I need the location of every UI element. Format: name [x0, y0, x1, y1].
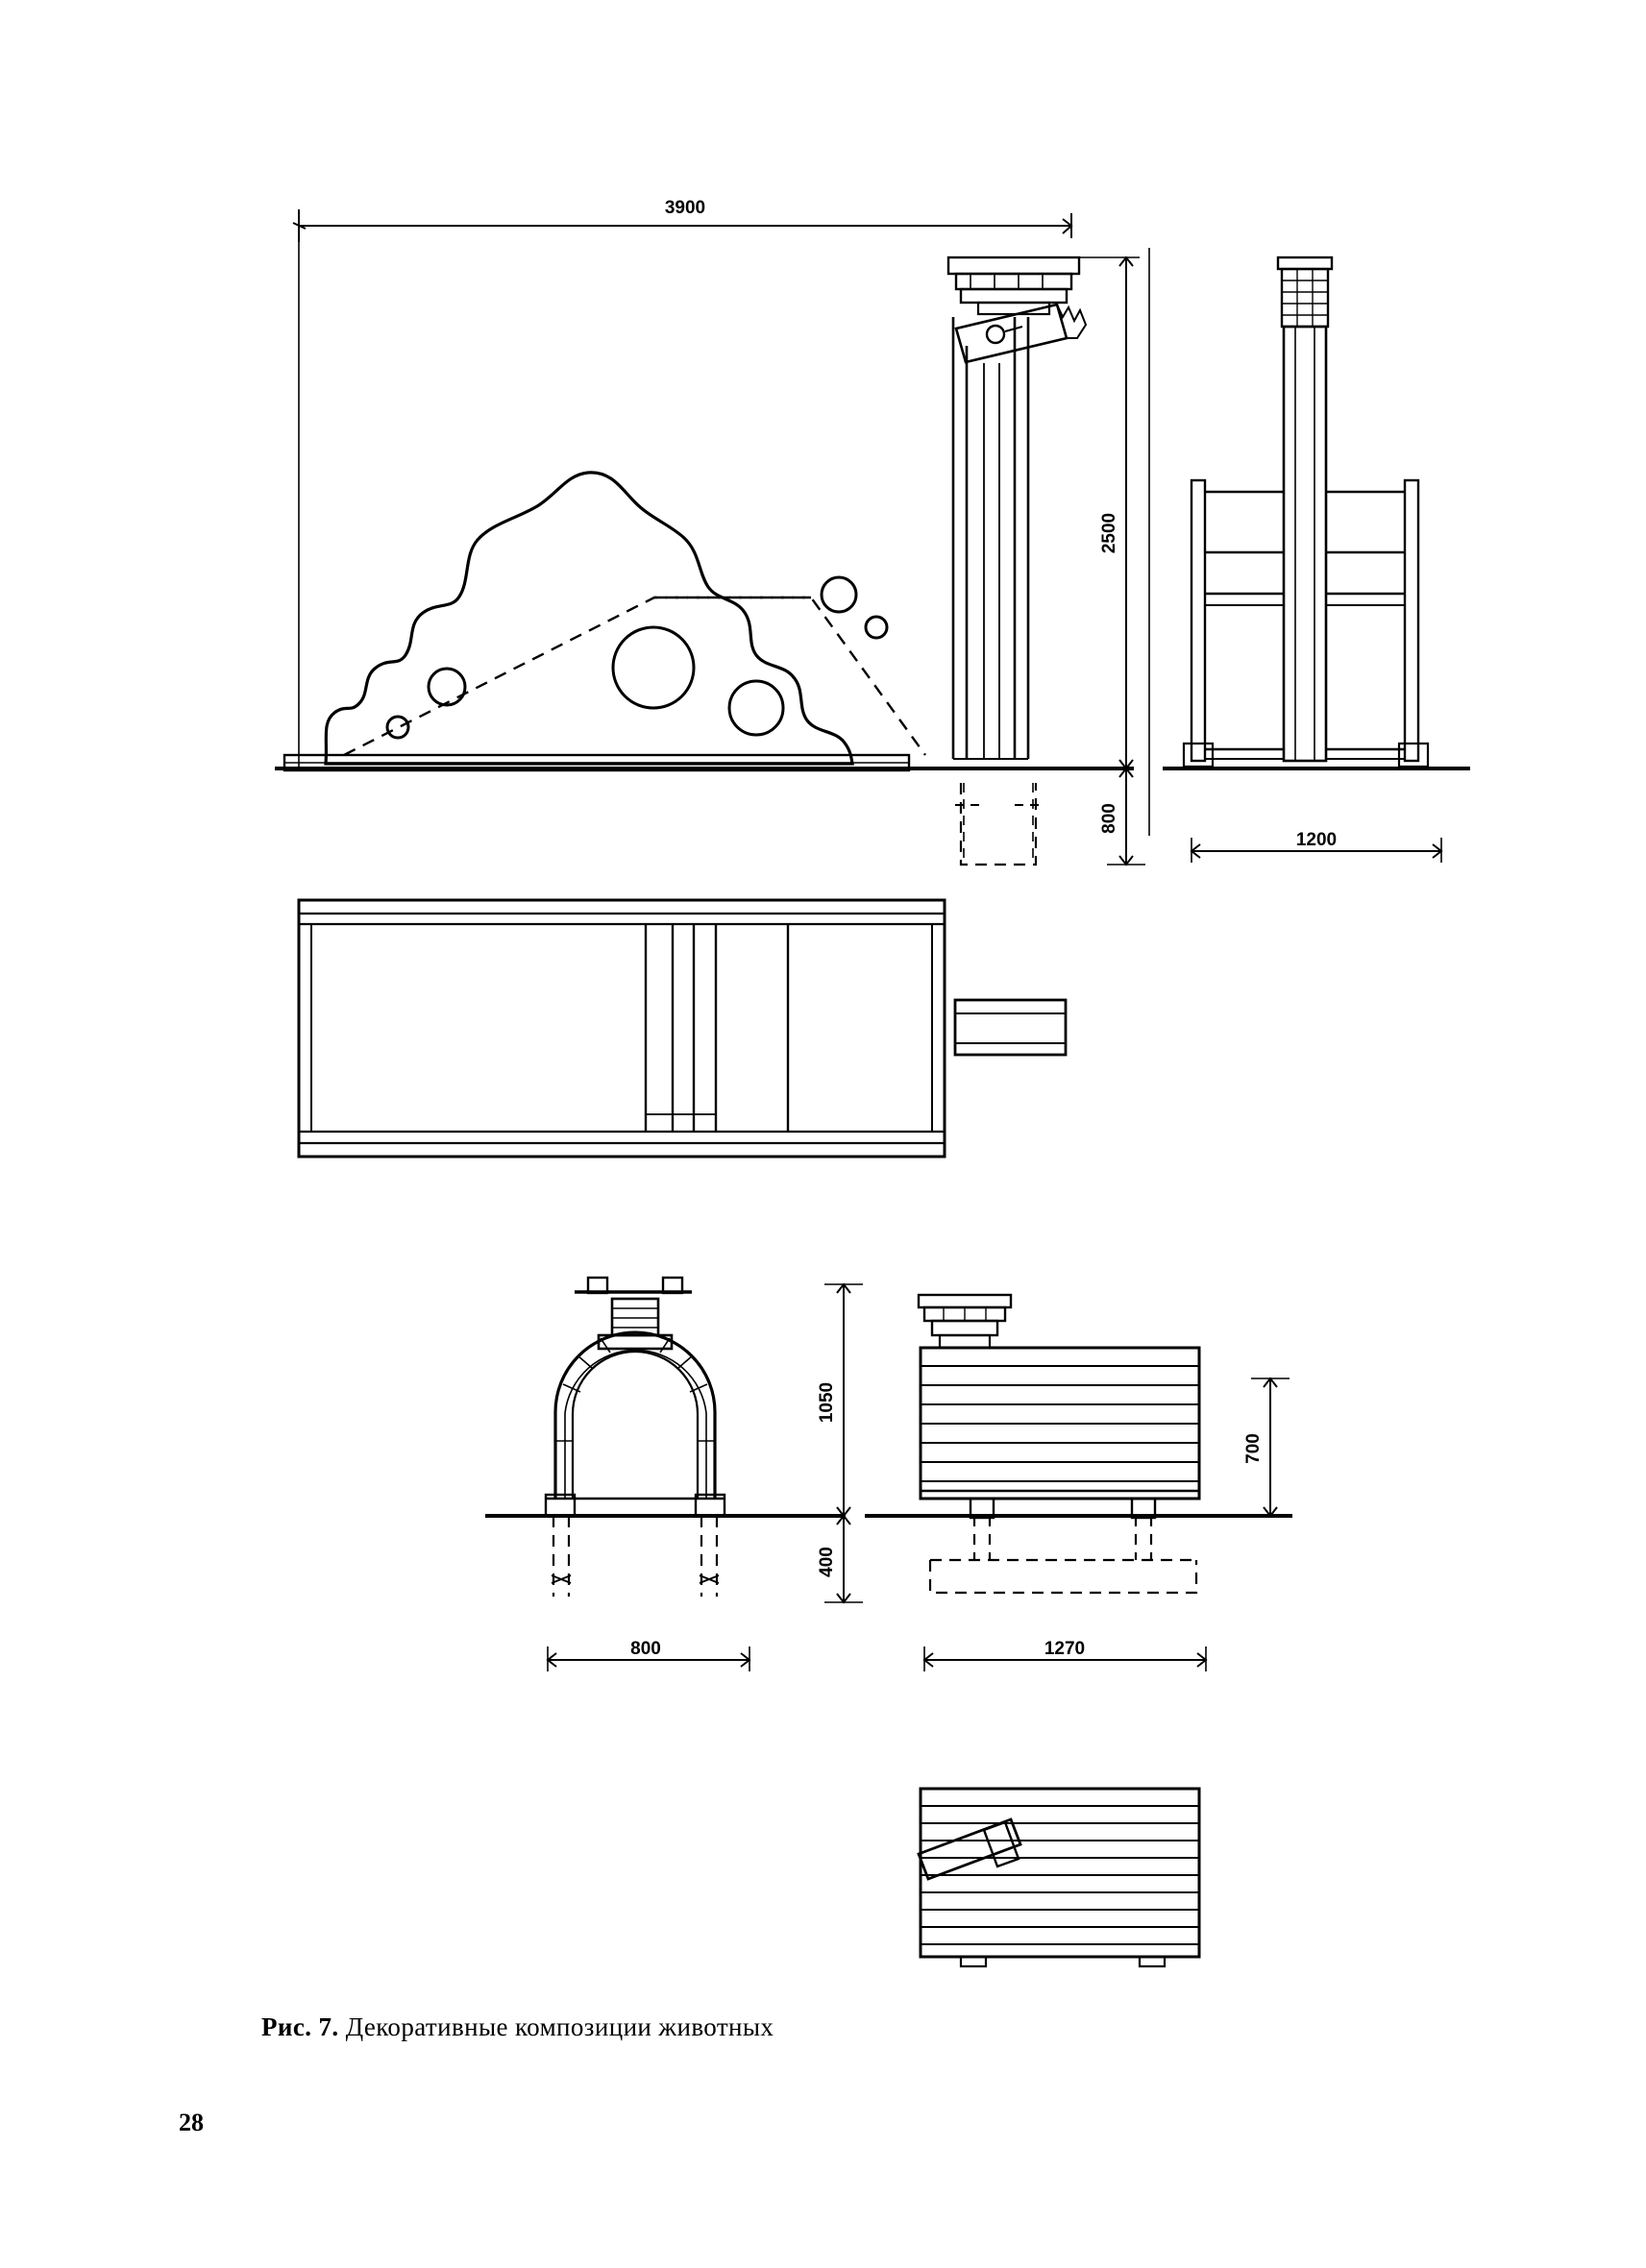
dimension-width-1200 [1192, 830, 1441, 863]
plan-top-box [919, 1789, 1199, 1966]
dimension-arch-width-800 [548, 1639, 749, 1671]
post-assembly-front [948, 257, 1086, 865]
dimension-arch-height-1050 [817, 1284, 863, 1516]
dim-label-1050: 1050 [817, 1381, 837, 1424]
dim-label-2500: 2500 [1099, 512, 1119, 554]
figure-caption [261, 2012, 774, 2042]
figure-caption-number: Рис. 7. [261, 2012, 339, 2041]
dimension-depth-800 [1099, 768, 1145, 865]
dim-label-400: 400 [817, 1547, 837, 1577]
dim-label-3900: 3900 [664, 198, 706, 218]
dimension-overall-length [293, 198, 1071, 242]
elevation-box [919, 1295, 1290, 1671]
elevation-side-frame [1184, 257, 1441, 863]
plan-top-rock [299, 900, 1066, 1157]
dimension-box-height-700 [1243, 1378, 1290, 1516]
dim-label-800-arch: 800 [630, 1639, 661, 1659]
dimension-box-width-1270 [924, 1639, 1206, 1671]
dim-label-700: 700 [1243, 1433, 1264, 1464]
dimension-arch-depth-400 [817, 1516, 863, 1602]
dim-label-800: 800 [1099, 803, 1119, 834]
figure-caption-text: Декоративные композиции животных [345, 2012, 774, 2041]
dim-label-1200: 1200 [1295, 830, 1338, 850]
elevation-front-rock [275, 198, 1470, 865]
elevation-arch [485, 1278, 1292, 1671]
dim-label-1270: 1270 [1044, 1639, 1086, 1659]
page-number: 28 [179, 2109, 204, 2136]
dimension-height-2500 [1079, 257, 1140, 768]
